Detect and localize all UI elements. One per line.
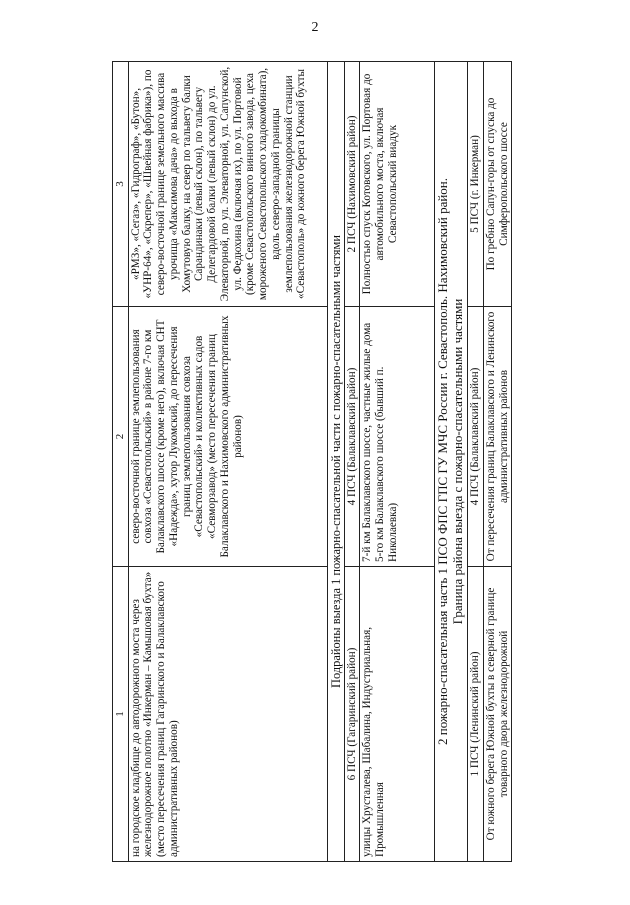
section2-title-line: 2 пожарно-спасательная часть 1 ПСО ФПС ГПС ГУ МЧС России г. Севастополь. Нахимовский район. [435, 178, 451, 745]
section2-unit-1: 1 ПСЧ (Ленинский район) [468, 567, 484, 862]
table-header-row [113, 62, 129, 862]
table-wrapper [112, 62, 607, 862]
section2-title [435, 62, 468, 862]
table-row-boundary-description [128, 62, 327, 862]
table-row-section2-boundaries [483, 62, 512, 862]
row3-col1: От южного берега Южной бухты в северной границе товарного двора железнодорожной [483, 567, 512, 862]
table-row-subdistricts [360, 62, 435, 862]
section2-title-row [435, 62, 468, 862]
row1-col2: северо-восточной границе землепользования совхоза «Севастопольский» в районе 7-го км Балаклавского шоссе (кроме него), включая СНТ «Надежда», хутор Лукомский, до пересечения границ землепользования совхоза «Севастопольский» и коллективных садов «Севморзавод» (место пересечения границ Балаклавского и Нахимовского административных районов) [128, 307, 327, 567]
header-col-3: 3 [113, 62, 129, 307]
section1-unit-2: 4 ПСЧ (Балаклавский район) [344, 307, 360, 567]
section2-subtitle-line: Граница района выезда с пожарно-спасательными частями [450, 298, 466, 625]
section2-unit-3: 5 ПСЧ (г. Инкерман) [468, 62, 484, 307]
section2-units-row [468, 62, 484, 862]
row3-col3: По гребню Сапун-горы от спуска до Симферопольского шоссе [483, 62, 512, 307]
rotated-table-area [112, 62, 607, 862]
section1-unit-1: 6 ПСЧ (Гагаринский район) [344, 567, 360, 862]
section1-units-row [344, 62, 360, 862]
row2-col3: Полностью спуск Котовского, ул. Портовая до автомобильного моста, включая Севастопольский виадук [360, 62, 435, 307]
district-boundaries-table [112, 61, 512, 862]
header-col-2: 2 [113, 307, 129, 567]
section1-title-row [327, 62, 344, 862]
row1-col3: «РМЗ», «Сегаз», «Гидрограф», «Бутон», «УНР-64», «Скрепер», «Швейная фабрика»), по северо-восточной границе земельного массива урочища «Максимова дача» до выхода в Хомутовую балку, на север по тальвегу балки Сарандинаки (левый склон), по тальвегу Делегардовой балки (левый склон) до ул. Элеваторной, по ул. Элеваторной, ул. Сапунской, ул. Федюхина (включая их), по ул. Портовой (кроме Севастопольского винного завода, цеха мороженого Севастопольского хладокомбината), вдоль северо-западной границы землепользования железнодорожной станции «Севастополь» до южного берега Южной бухты [128, 62, 327, 307]
row2-col1: улицы Хрусталева, Шабалина, Индустриальная, Промышленная [360, 567, 435, 862]
page-number: 2 [311, 20, 319, 35]
header-col-1: 1 [113, 567, 129, 862]
section1-unit-3: 2 ПСЧ (Нахимовский район) [344, 62, 360, 307]
section1-title: Подрайоны выезда 1 пожарно-спасательной части с пожарно-спасательными частями [327, 62, 344, 862]
section2-unit-2: 4 ПСЧ (Балаклавский район) [468, 307, 484, 567]
row1-col1: на городское кладбище до автодорожного моста через железнодорожное полотно «Инкерман – Камышовая бухта» (место пересечения границ Гагаринского и Балаклавского административных районов) [128, 567, 327, 862]
row2-col2: 7-й км Балаклавского шоссе, частные жилые дома 5-го км Балаклавского шоссе (бывший п. Николаевка) [360, 307, 435, 567]
row3-col2: От пересечения границ Балаклавского и Ленинского административных районов [483, 307, 512, 567]
